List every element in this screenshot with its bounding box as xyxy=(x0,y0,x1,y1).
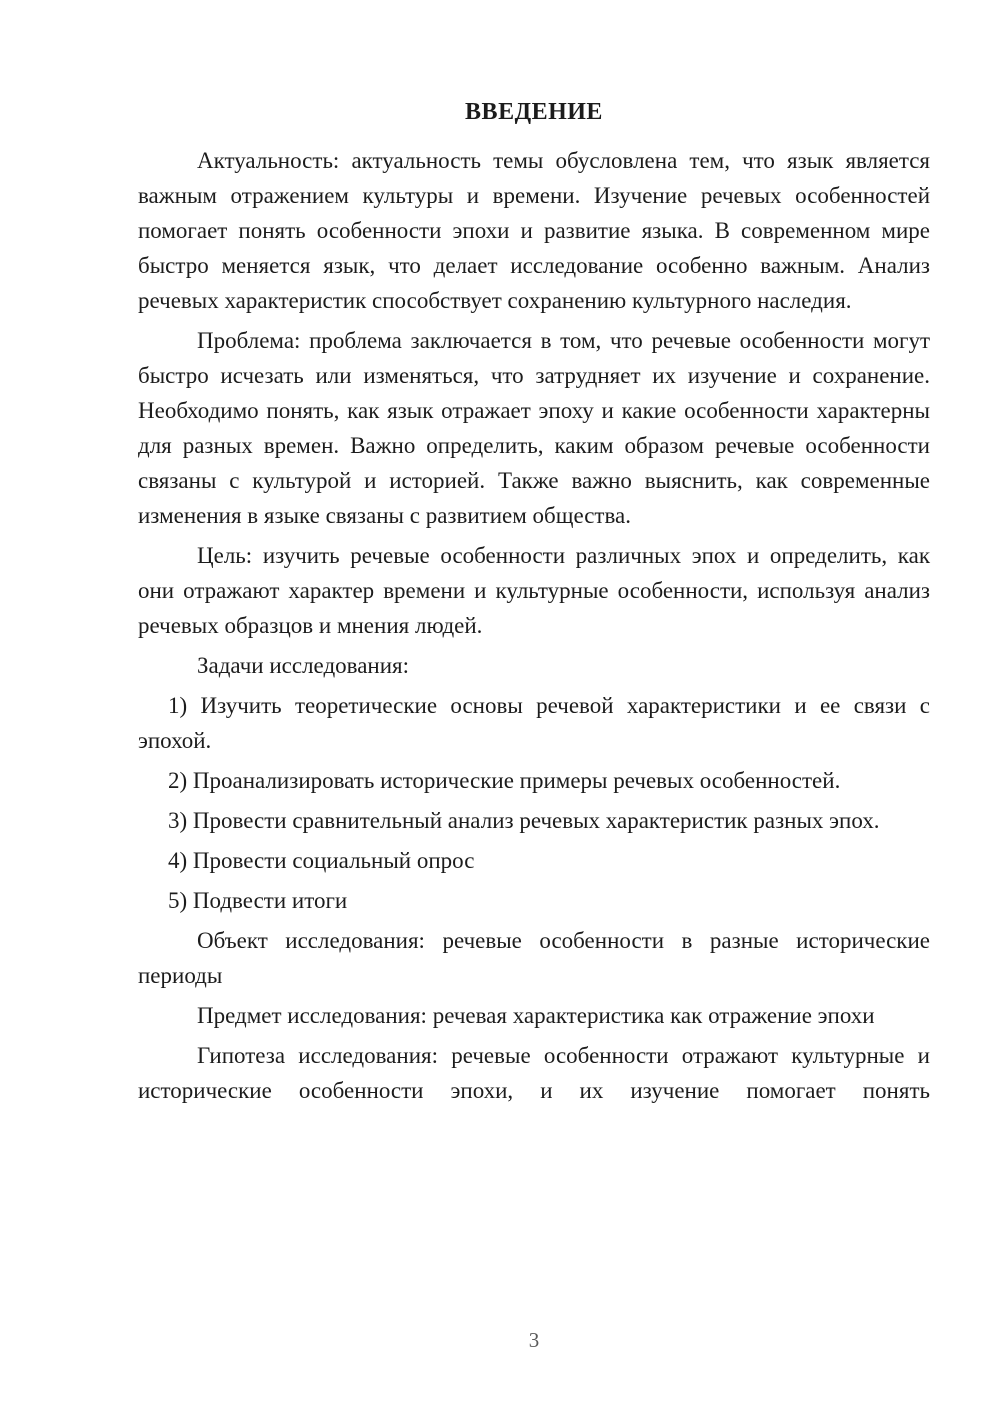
task-item-3: 3) Провести сравнительный анализ речевых характеристик разных эпох. xyxy=(168,808,880,833)
task-item-1: 1) Изучить теоретические основы речевой характеристики и ее связи с эпохой. xyxy=(138,693,930,753)
paragraph-hypothesis: Гипотеза исследования: речевые особенности отражают культурные и исторические особенности эпохи, и их изучение помогает понять xyxy=(138,1043,930,1103)
paragraph-goal: Цель: изучить речевые особенности различных эпох и определить, как они отражают характер времени и культурные особенности, используя анализ речевых образцов и мнения людей. xyxy=(138,543,930,638)
task-item-2: 2) Проанализировать исторические примеры речевых особенностей. xyxy=(168,768,841,793)
page-title: ВВЕДЕНИЕ xyxy=(465,99,603,125)
paragraph-subject: Предмет исследования: речевая характеристика как отражение эпохи xyxy=(197,1003,875,1028)
paragraph-relevance: Актуальность: актуальность темы обусловлена тем, что язык является важным отражением культуры и времени. Изучение речевых особенностей помогает понять особенности эпохи и развитие языка. В современном мире быстро меняется язык, что делает исследование особенно важным. Анализ речевых характеристик способствует сохранению культурного наследия. xyxy=(138,148,930,313)
text-column xyxy=(138,95,930,1113)
task-item-5: 5) Подвести итоги xyxy=(168,888,348,913)
paragraph-problem: Проблема: проблема заключается в том, что речевые особенности могут быстро исчезать или изменяться, что затрудняет их изучение и сохранение. Необходимо понять, как язык отражает эпоху и какие особенности характерны для разных времен. Важно определить, каким образом речевые особенности связаны с культурой и историей. Также важно выяснить, как современные изменения в языке связаны с развитием общества. xyxy=(138,328,930,528)
task-item-4: 4) Провести социальный опрос xyxy=(168,848,475,873)
paragraph-object: Объект исследования: речевые особенности в разные исторические периоды xyxy=(138,928,930,988)
page-number: 3 xyxy=(528,1328,540,1352)
tasks-heading: Задачи исследования: xyxy=(197,653,410,678)
